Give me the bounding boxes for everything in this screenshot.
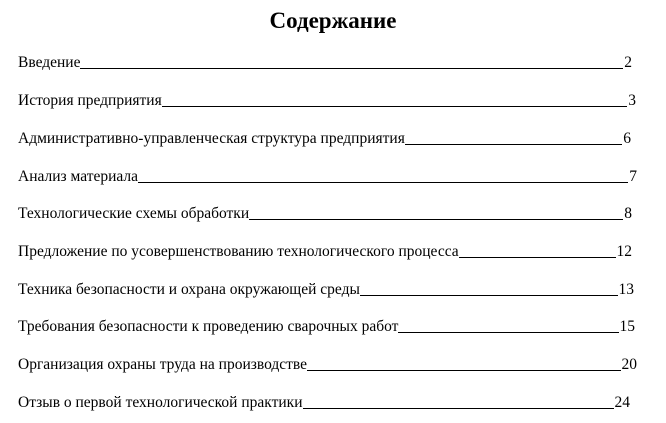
toc-entry	[18, 203, 632, 223]
toc-entry-title: Введение	[18, 54, 81, 71]
toc-leader-line	[398, 332, 618, 333]
toc-entry-title: Технологические схемы обработки	[18, 205, 250, 222]
toc-leader-line	[405, 144, 622, 145]
toc-entry	[18, 392, 630, 412]
toc-entry	[18, 90, 636, 110]
toc-page-number: 8	[624, 205, 632, 222]
toc-entry	[18, 166, 637, 186]
toc-page-number: 6	[623, 130, 631, 147]
toc-page-number: 15	[619, 318, 635, 335]
toc-leader-line	[80, 68, 623, 69]
toc-entry	[18, 316, 635, 336]
toc-leader-line	[360, 295, 618, 296]
toc-entry	[18, 354, 637, 374]
toc-entry	[18, 128, 631, 148]
toc-entry-title: Организация охраны труда на производстве	[18, 356, 308, 373]
toc-page-number: 24	[614, 394, 630, 411]
toc-entry-title: Анализ материала	[18, 168, 139, 185]
toc-leader-line	[162, 106, 628, 107]
page-title: Содержание	[269, 8, 397, 33]
toc-leader-line	[303, 408, 614, 409]
toc-entry-title: Отзыв о первой технологической практики	[18, 394, 303, 411]
toc-page-number: 12	[616, 243, 632, 260]
toc-leader-line	[249, 219, 623, 220]
toc-entry-title: Техника безопасности и охрана окружающей среды	[18, 281, 360, 298]
toc-entry	[18, 241, 632, 261]
toc-leader-line	[459, 257, 616, 258]
toc-leader-line	[307, 370, 620, 371]
toc-page-number: 20	[621, 356, 637, 373]
toc-entry-title: Предложение по усовершенствованию технологического процесса	[18, 243, 459, 260]
toc-leader-line	[138, 182, 628, 183]
toc-entry-title: История предприятия	[18, 92, 162, 109]
toc-entry-title: Административно-управленческая структура предприятия	[18, 130, 405, 147]
toc-page-number: 3	[628, 92, 636, 109]
toc-entry	[18, 52, 632, 72]
toc-page-number: 2	[624, 54, 632, 71]
toc-entry	[18, 279, 634, 299]
toc-page-number: 7	[629, 168, 637, 185]
toc-entry-title: Требования безопасности к проведению сварочных работ	[18, 318, 399, 335]
toc-page-number: 13	[618, 281, 634, 298]
